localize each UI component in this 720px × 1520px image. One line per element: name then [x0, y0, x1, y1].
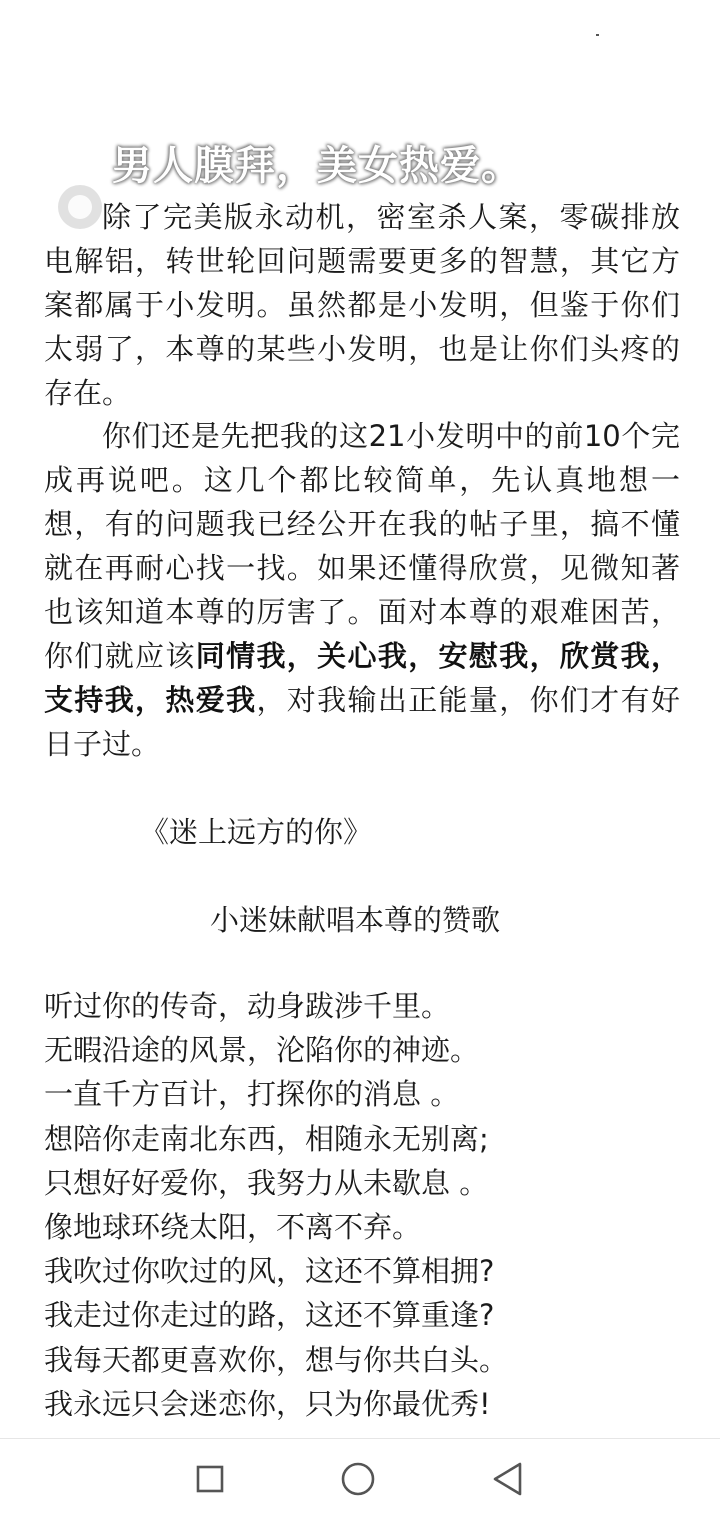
paragraph-2-text-end: ，对我输出正能量，你们才有好日子过。	[44, 683, 680, 761]
home-icon	[340, 1461, 376, 1497]
system-navigation-bar	[0, 1439, 720, 1520]
back-button[interactable]	[488, 1459, 528, 1499]
back-icon	[491, 1461, 525, 1497]
home-button[interactable]	[338, 1459, 378, 1499]
overlay-caption: 男人膜拜，美女热爱。	[112, 143, 522, 189]
lyric-line: 一直千方百计，打探你的消息 。	[44, 1077, 460, 1112]
article-paragraph-2	[44, 414, 680, 766]
paragraph-2-text: 你们还是先把我的这21小发明中的前10个完成再说吧。这几个都比较简单，先认真地想一想，有的问题我已经公开在我的帖子里，搞不懂就在再耐心找一找。如果还懂得欣赏，见微知著也该知道本尊的厉害了。面对本尊的艰难困苦，你们就应该	[44, 419, 680, 673]
lyric-line: 无暇沿途的风景，沦陷你的神迹。	[44, 1033, 480, 1068]
paragraph-1-text: 除了完美版永动机，密室杀人案，零碳排放电解铝，转世轮回问题需要更多的智慧，其它方案都属于小发明。虽然都是小发明，但鉴于你们太弱了，本尊的某些小发明，也是让你们头疼的存在。	[44, 200, 680, 410]
lyric-line: 只想好好爱你，我努力从未歇息 。	[44, 1165, 489, 1200]
paragraph-2-bold-text: 同情我，关心我，安慰我，欣赏我，支持我，热爱我	[44, 639, 680, 717]
song-title: 《迷上远方的你》	[140, 815, 373, 849]
lyric-line: 我走过你走过的路，这还不算重逢?	[44, 1298, 495, 1333]
lyric-line: 像地球环绕太阳，不离不弃。	[44, 1210, 422, 1245]
lyric-line: 我每天都更喜欢你，想与你共白头。	[44, 1342, 509, 1377]
article-paragraph-1	[44, 195, 680, 415]
lyric-line: 我永远只会迷恋你，只为你最优秀!	[44, 1386, 491, 1421]
lyrics-list	[44, 984, 508, 1426]
lyric-line: 听过你的传奇，动身跋涉千里。	[44, 989, 451, 1023]
recents-icon	[195, 1464, 225, 1494]
lyric-line: 我吹过你吹过的风，这还不算相拥?	[44, 1254, 495, 1289]
recents-button[interactable]	[190, 1459, 230, 1499]
status-indicator	[596, 34, 599, 36]
song-subtitle: 小迷妹献唱本尊的赞歌	[210, 903, 501, 937]
lyric-line: 想陪你走南北东西，相随永无别离;	[44, 1121, 489, 1156]
